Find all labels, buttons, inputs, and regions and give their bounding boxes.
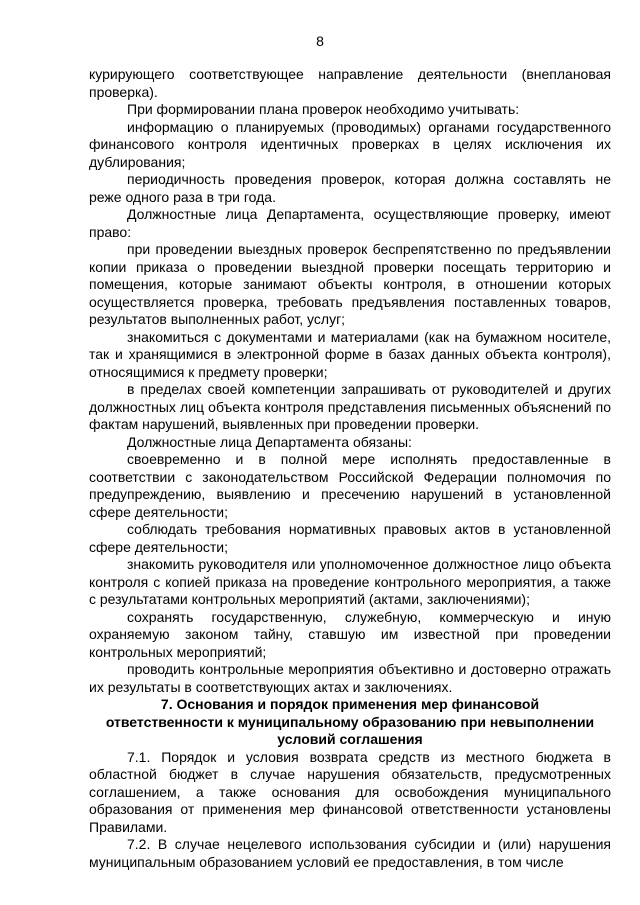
paragraph: Должностные лица Департамента, осуществляющие проверку, имеют право: [89,206,611,240]
paragraph: Должностные лица Департамента обязаны: [127,433,412,450]
paragraph: 7.1. Порядок и условия возврата средств из местного бюджета в областной бюджет в случае нарушения обязательств, предусмотренных соглашением, а также основания для освобождения муниципального образования от применения мер финансовой ответственности установлены Правилами. [89,748,611,835]
paragraph: своевременно и в полной мере исполнять предоставленные в соответствии с законодательством Российской Федерации полномочия по предупреждению, выявлению и пресечению нарушений в установленной сфере деятельности; [89,451,611,520]
paragraph: проводить контрольные мероприятия объективно и достоверно отражать их результаты в соответствующих актах и заключениях. [89,661,611,695]
paragraph: в пределах своей компетенции запрашивать от руководителей и других должностных лиц объекта контроля представления письменных объяснений по фактам нарушений, выявленных при проведении проверки. [89,381,611,432]
paragraph: при проведении выездных проверок беспрепятственно по предъявлении копии приказа о проведении выездной проверки посещать территорию и помещения, которые занимают объекты контроля, в отношении которых осуществляется проверка, требовать предъявления поставленных товаров, результатов выполненных работ, услуг; [89,241,611,327]
paragraph: сохранять государственную, служебную, коммерческую и иную охраняемую законом тайну, ставшую им известной при проведении контрольных мероприятий; [89,608,611,660]
section-heading: 7. Основания и порядок применения мер финансовой ответственности к муниципальному образованию при невыполнении условий соглашения [105,696,595,747]
paragraph: периодичность проведения проверок, которая должна составлять не реже одного раза в три года. [89,171,611,205]
paragraph: При формировании плана проверок необходимо учитывать: [127,101,520,117]
document-body [89,66,611,871]
paragraph: соблюдать требования нормативных правовых актов в установленной сфере деятельности; [89,521,611,555]
paragraph: информацию о планируемых (проводимых) органами государственного финансового контроля идентичных проверках в целях исключения их дублирования; [89,118,611,170]
paragraph-continuation: курирующего соответствующее направление деятельности (внеплановая проверка). [89,66,611,100]
paragraph: 7.2. В случае нецелевого использования субсидии и (или) нарушения муниципальным образованием условий ее предоставления, в том числе [89,836,611,870]
page-number: 8 [316,33,324,49]
paragraph: знакомить руководителя или уполномоченное должностное лицо объекта контроля с копией приказа на проведение контрольного мероприятия, а также с результатами контрольных мероприятий (актами, заключениями); [89,556,611,607]
paragraph: знакомиться с документами и материалами (как на бумажном носителе, так и хранящимися в электронной форме в базах данных объекта контроля), относящимися к предмету проверки; [89,328,611,380]
